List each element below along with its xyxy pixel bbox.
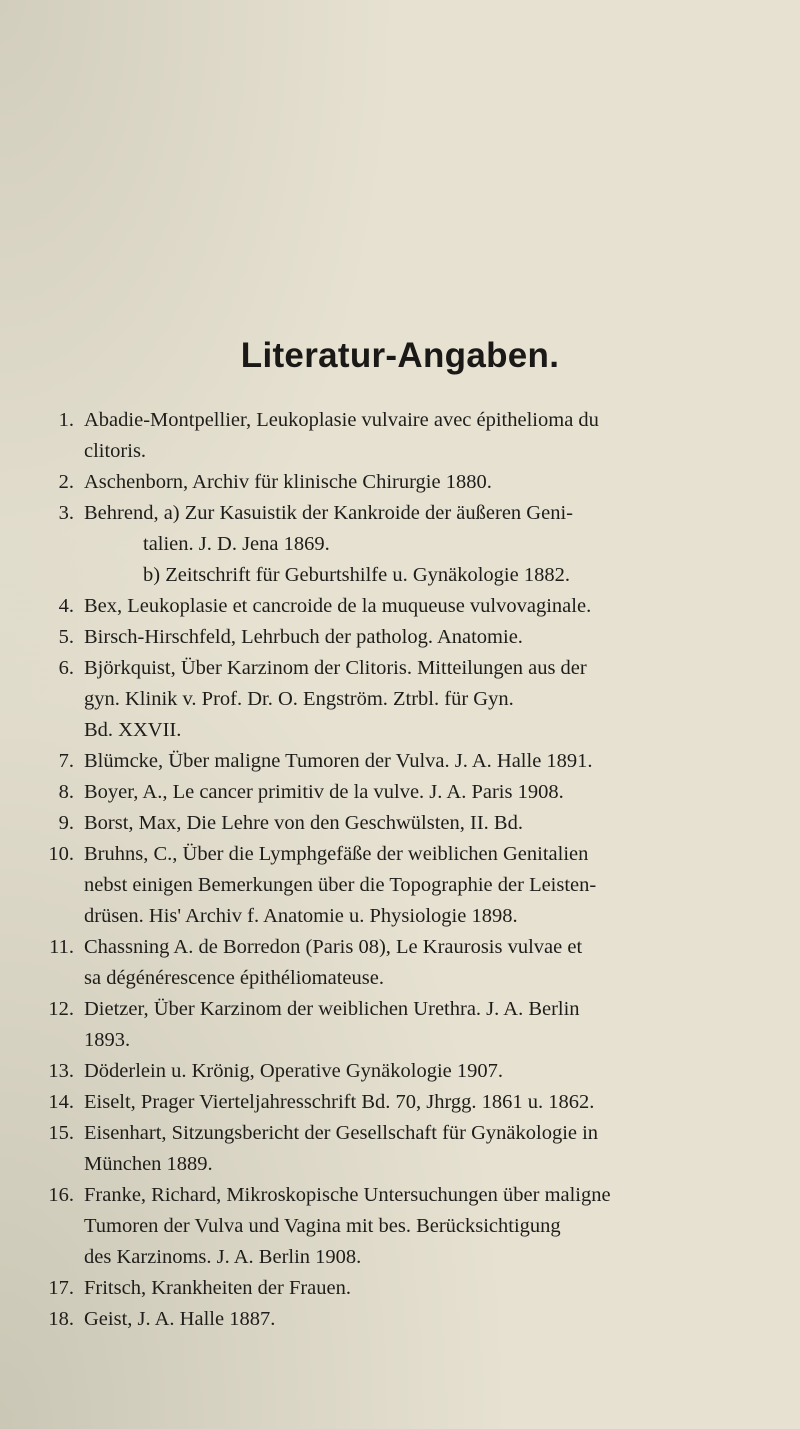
reference-text: Franke, Richard, Mikroskopische Untersuchungen über maligne xyxy=(84,1184,611,1206)
reference-text: drüsen. His' Archiv f. Anatomie u. Physiologie 1898. xyxy=(84,905,518,927)
reference-number: 13. xyxy=(48,1060,74,1082)
reference-item xyxy=(32,467,772,498)
reference-text: Behrend, a) Zur Kasuistik der Kankroide der äußeren Geni- xyxy=(84,502,573,524)
reference-number: 7. xyxy=(58,750,74,772)
reference-text: Dietzer, Über Karzinom der weiblichen Urethra. J. A. Berlin xyxy=(84,998,580,1020)
reference-text: Fritsch, Krankheiten der Frauen. xyxy=(84,1277,351,1299)
reference-item xyxy=(32,1304,772,1335)
reference-text: Borst, Max, Die Lehre von den Geschwülsten, II. Bd. xyxy=(84,812,523,834)
reference-item xyxy=(32,1180,772,1273)
reference-item xyxy=(32,653,772,746)
reference-number: 2. xyxy=(58,471,74,493)
reference-number: 1. xyxy=(58,409,74,431)
reference-number: 11. xyxy=(49,936,74,958)
reference-text: 1893. xyxy=(84,1029,131,1051)
reference-number: 6. xyxy=(58,657,74,679)
reference-text: Abadie-Montpellier, Leukoplasie vulvaire avec épithelioma du xyxy=(84,409,599,431)
reference-text: sa dégénérescence épithéliomateuse. xyxy=(84,967,384,989)
reference-number: 17. xyxy=(48,1277,74,1299)
reference-item xyxy=(32,839,772,932)
reference-number: 5. xyxy=(58,626,74,648)
reference-item xyxy=(32,808,772,839)
reference-item xyxy=(32,498,772,591)
reference-number: 12. xyxy=(48,998,74,1020)
reference-text: Chassning A. de Borredon (Paris 08), Le Kraurosis vulvae et xyxy=(84,936,583,958)
reference-number: 4. xyxy=(58,595,74,617)
reference-text: Bd. XXVII. xyxy=(84,719,182,741)
reference-number: 16. xyxy=(48,1184,74,1206)
reference-number: 3. xyxy=(58,502,74,524)
reference-text: Boyer, A., Le cancer primitiv de la vulve. J. A. Paris 1908. xyxy=(84,781,564,803)
reference-item xyxy=(32,591,772,622)
reference-list xyxy=(32,405,772,1335)
reference-number: 8. xyxy=(58,781,74,803)
reference-item xyxy=(32,1118,772,1180)
reference-text: des Karzinoms. J. A. Berlin 1908. xyxy=(84,1246,362,1268)
reference-text: Geist, J. A. Halle 1887. xyxy=(84,1308,276,1330)
reference-text: gyn. Klinik v. Prof. Dr. O. Engström. Ztrbl. für Gyn. xyxy=(84,688,514,710)
reference-number: 15. xyxy=(48,1122,74,1144)
reference-item xyxy=(32,622,772,653)
page-title: Literatur-Angaben. xyxy=(240,336,560,375)
reference-text: Björkquist, Über Karzinom der Clitoris. Mitteilungen aus der xyxy=(84,657,587,679)
reference-item xyxy=(32,1087,772,1118)
reference-text: Aschenborn, Archiv für klinische Chirurgie 1880. xyxy=(84,471,492,493)
reference-text: Blümcke, Über maligne Tumoren der Vulva. J. A. Halle 1891. xyxy=(84,750,593,772)
reference-item xyxy=(32,1056,772,1087)
reference-number: 9. xyxy=(58,812,74,834)
reference-number: 10. xyxy=(48,843,74,865)
reference-item xyxy=(32,777,772,808)
reference-text: München 1889. xyxy=(84,1153,213,1175)
reference-text: Eiselt, Prager Vierteljahresschrift Bd. 70, Jhrgg. 1861 u. 1862. xyxy=(84,1091,595,1113)
reference-number: 14. xyxy=(48,1091,74,1113)
reference-text: Döderlein u. Krönig, Operative Gynäkologie 1907. xyxy=(84,1060,504,1082)
reference-item xyxy=(32,932,772,994)
reference-text: talien. J. D. Jena 1869. xyxy=(143,533,330,555)
reference-number: 18. xyxy=(48,1308,74,1330)
reference-item xyxy=(32,1273,772,1304)
reference-text: clitoris. xyxy=(84,440,147,462)
reference-item xyxy=(32,405,772,467)
reference-text: Bex, Leukoplasie et cancroide de la muqueuse vulvovaginale. xyxy=(84,595,592,617)
reference-text: b) Zeitschrift für Geburtshilfe u. Gynäkologie 1882. xyxy=(143,564,570,586)
reference-text: Tumoren der Vulva und Vagina mit bes. Berücksichtigung xyxy=(84,1215,561,1237)
reference-item xyxy=(32,746,772,777)
reference-text: Birsch-Hirschfeld, Lehrbuch der patholog. Anatomie. xyxy=(84,626,523,648)
reference-item xyxy=(32,994,772,1056)
reference-text: Bruhns, C., Über die Lymphgefäße der weiblichen Genitalien xyxy=(84,843,589,865)
reference-text: Eisenhart, Sitzungsbericht der Gesellschaft für Gynäkologie in xyxy=(84,1122,599,1144)
reference-text: nebst einigen Bemerkungen über die Topographie der Leisten- xyxy=(84,874,597,896)
